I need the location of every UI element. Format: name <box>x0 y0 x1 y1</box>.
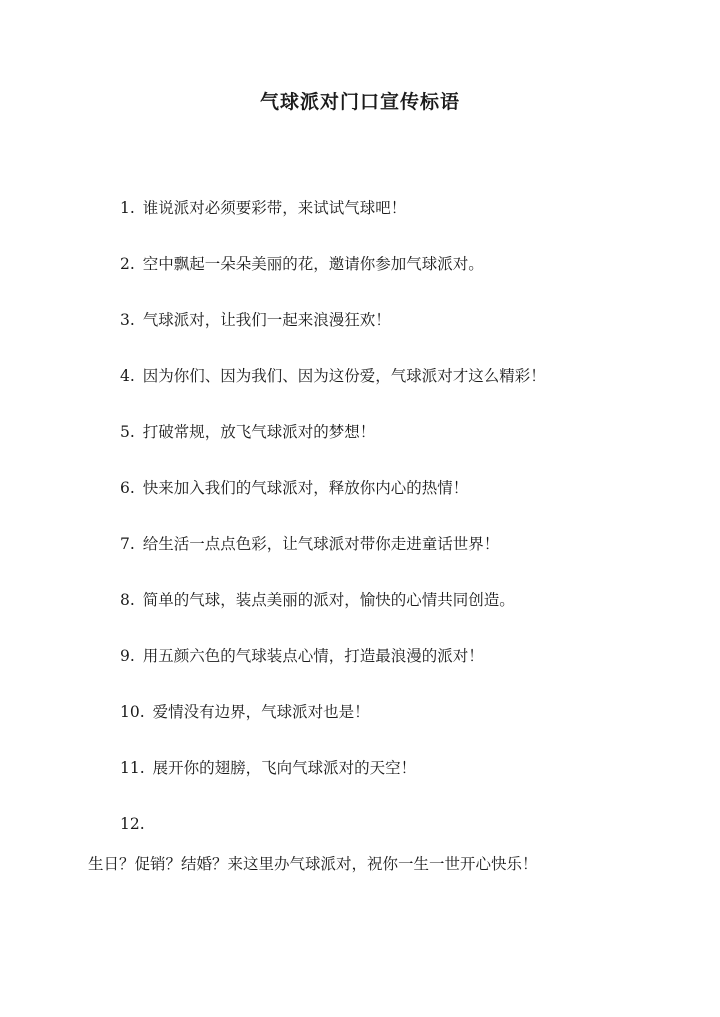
list-item <box>120 306 680 362</box>
item-text: 给生活一点点色彩，让气球派对带你走进童话世界！ <box>142 535 500 553</box>
list-item <box>120 418 680 474</box>
list-item <box>120 754 680 810</box>
item-text: 因为你们、因为我们、因为这份爱，气球派对才这么精彩！ <box>142 367 546 385</box>
item-text: 打破常规，放飞气球派对的梦想！ <box>142 423 376 441</box>
item-text: 展开你的翅膀，飞向气球派对的天空！ <box>152 759 417 777</box>
item-number: 3. <box>120 311 135 329</box>
list-item <box>120 586 680 642</box>
list-item <box>120 474 680 530</box>
item-number: 1. <box>120 199 135 217</box>
item-number: 7. <box>120 535 135 553</box>
item-number: 11. <box>120 759 145 777</box>
item-text: 气球派对，让我们一起来浪漫狂欢！ <box>142 311 391 329</box>
list-item <box>120 250 680 306</box>
item-number: 4. <box>120 367 135 385</box>
item-number: 6. <box>120 479 135 497</box>
item-number: 9. <box>120 647 135 665</box>
list-item <box>120 642 680 698</box>
item-number: 8. <box>120 591 135 609</box>
item-text: 用五颜六色的气球装点心情，打造最浪漫的派对！ <box>142 647 484 665</box>
item-text: 爱情没有边界，气球派对也是！ <box>152 703 370 721</box>
item-text: 快来加入我们的气球派对，释放你内心的热情！ <box>142 479 469 497</box>
list-item <box>120 698 680 754</box>
item-text: 空中飘起一朵朵美丽的花，邀请你参加气球派对。 <box>142 255 484 273</box>
list-item <box>120 362 680 418</box>
list-item <box>120 194 680 250</box>
item-number: 12. <box>120 815 145 833</box>
item-text: 谁说派对必须要彩带，来试试气球吧！ <box>142 199 407 217</box>
document-title: 气球派对门口宣传标语 <box>259 91 460 113</box>
item-number: 5. <box>120 423 135 441</box>
slogan-list <box>120 194 680 866</box>
item-text: 简单的气球，装点美丽的派对，愉快的心情共同创造。 <box>142 591 515 609</box>
item-number: 10. <box>120 703 145 721</box>
item-number: 2. <box>120 255 135 273</box>
list-item <box>120 530 680 586</box>
item-12-text: 生日？促销？结婚？来这里办气球派对，祝你一生一世开心快乐！ <box>88 855 538 873</box>
